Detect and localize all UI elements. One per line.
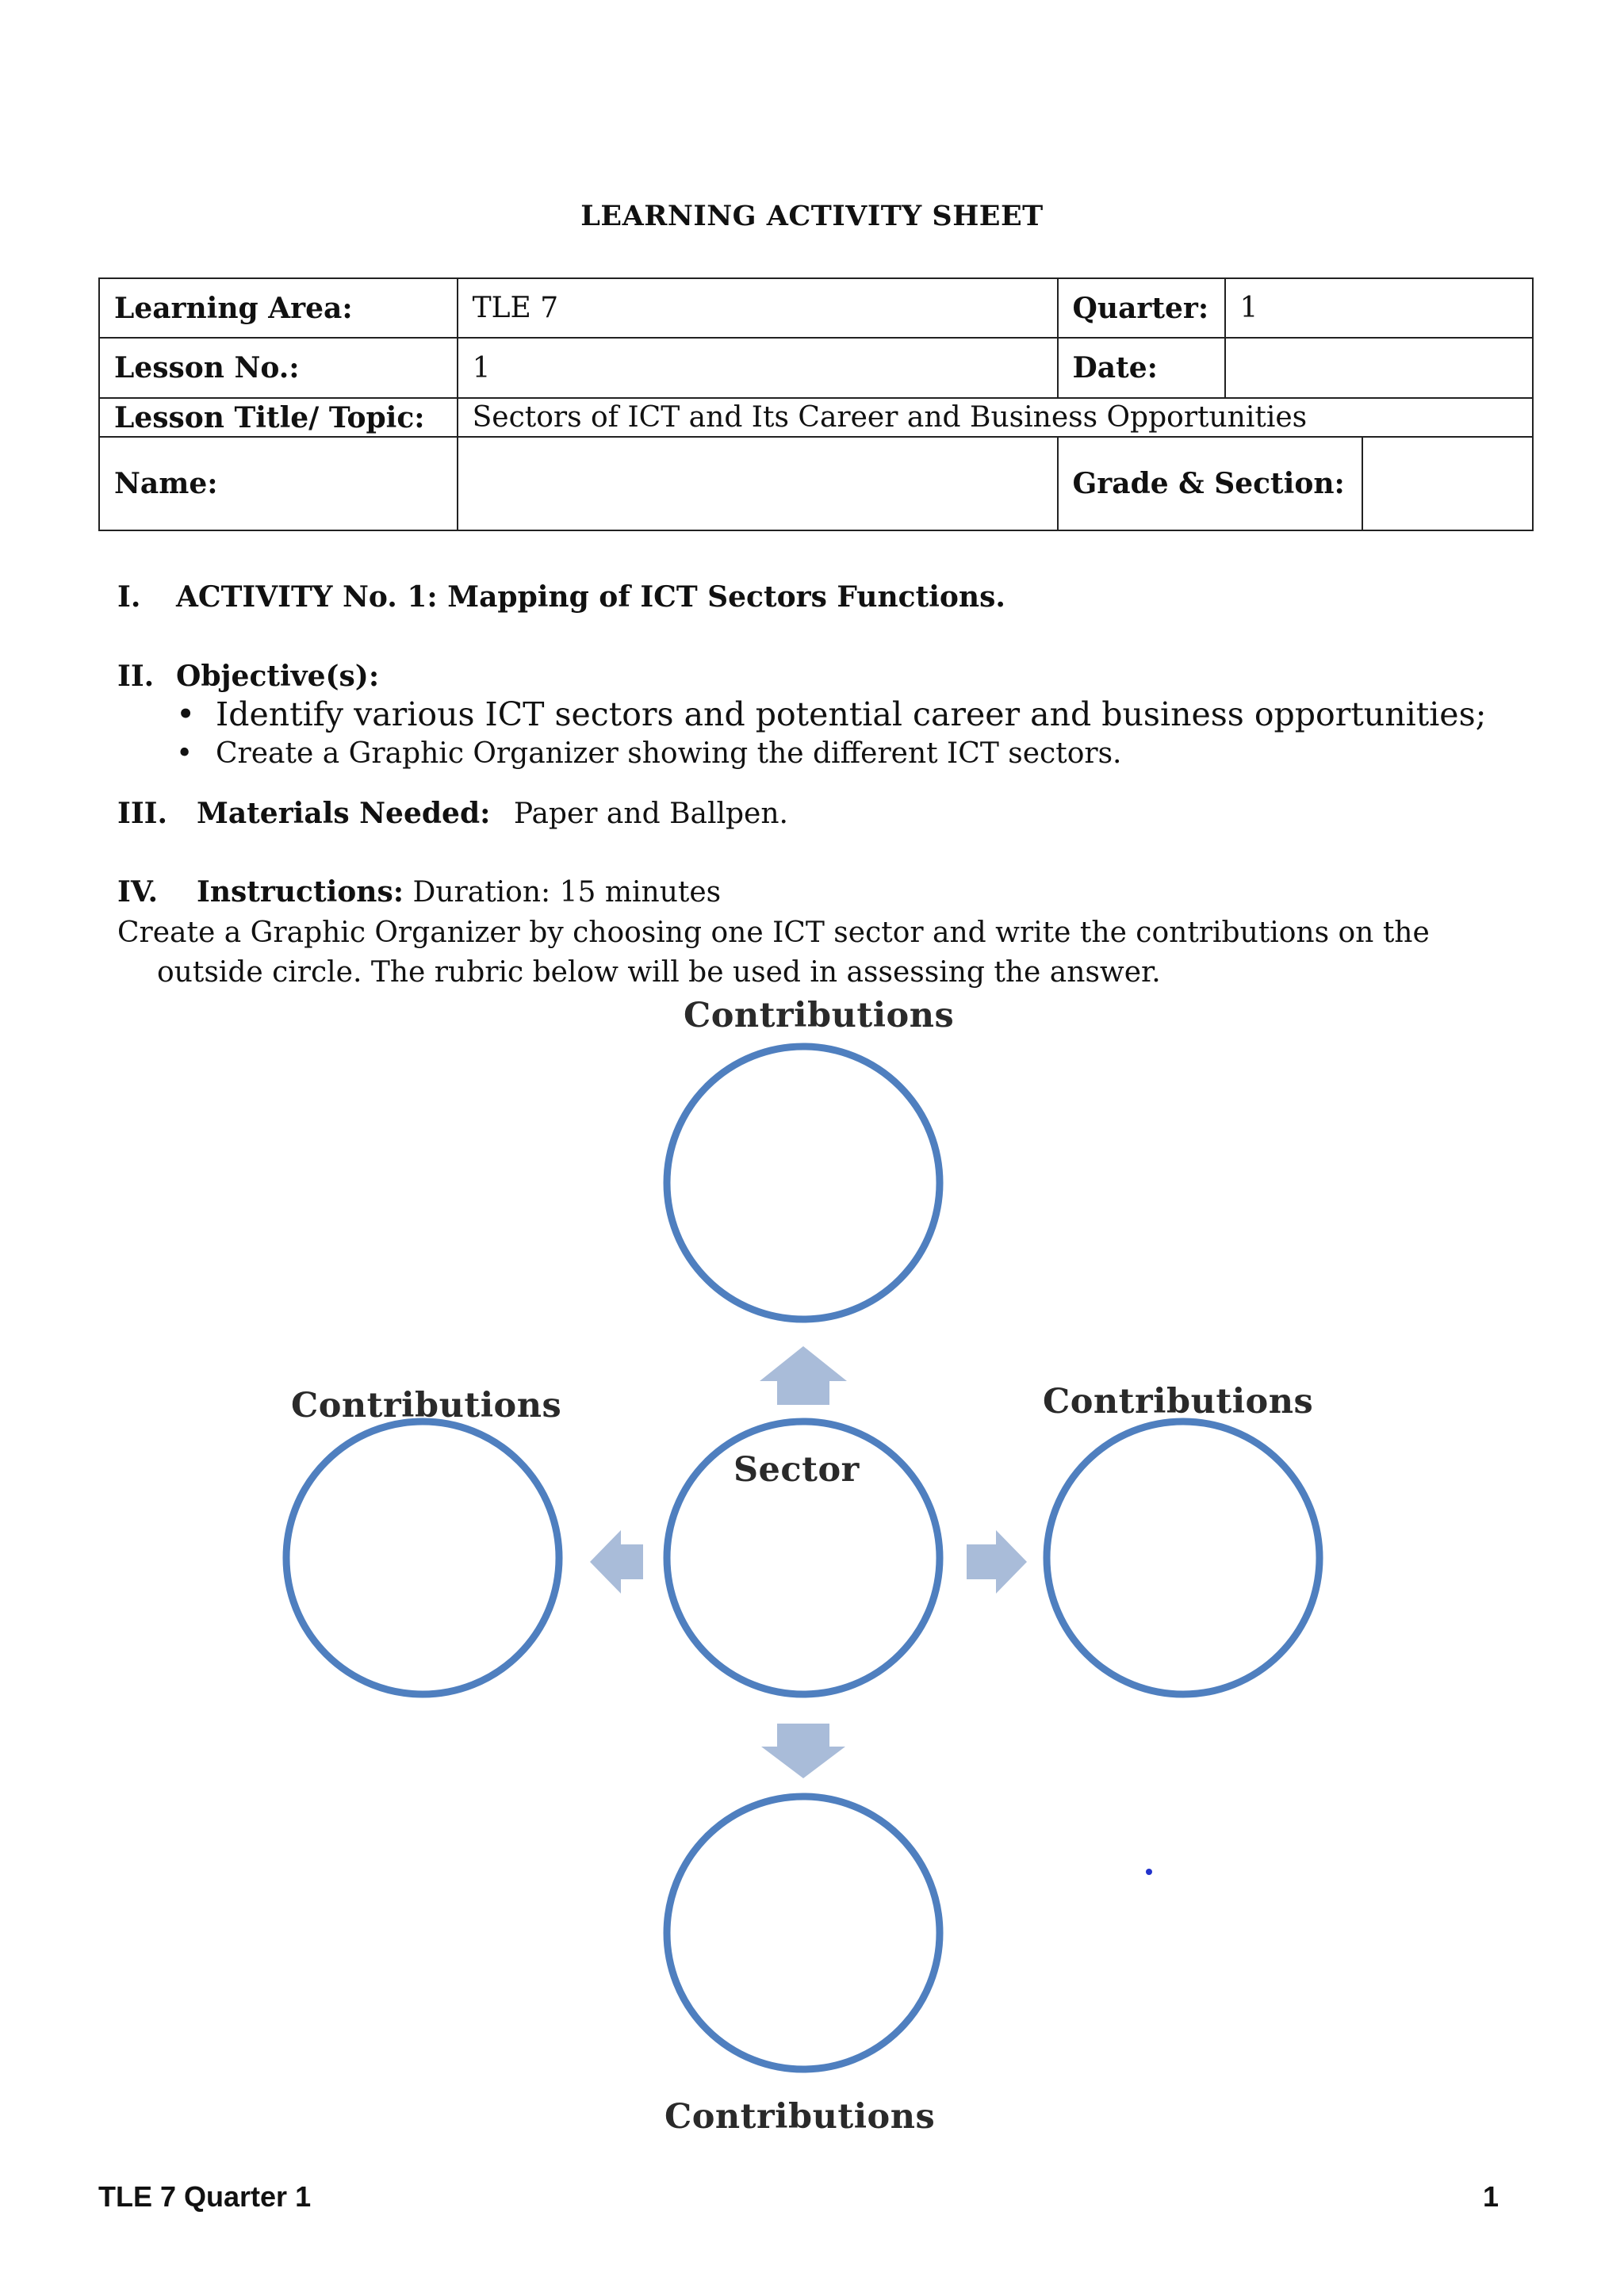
left-contributions-label: Contributions <box>291 1386 562 1425</box>
materials-section <box>117 797 788 830</box>
learning-area-label: Learning Area: <box>99 278 458 338</box>
right-contributions-label: Contributions <box>1043 1382 1314 1422</box>
name-field[interactable] <box>458 437 1058 530</box>
sheet-title: LEARNING ACTIVITY SHEET <box>580 200 1044 232</box>
date-label: Date: <box>1058 338 1225 398</box>
lesson-title-label: Lesson Title/ Topic: <box>99 398 458 437</box>
bottom-contribution-circle <box>667 1797 940 2069</box>
name-label: Name: <box>99 437 458 530</box>
instructions-section <box>117 875 721 909</box>
top-contributions-label: Contributions <box>684 996 955 1035</box>
instructions-number: IV. <box>117 875 159 909</box>
sector-label: Sector <box>733 1450 860 1490</box>
objectives-number: II. <box>117 660 155 693</box>
arrow-right-icon <box>967 1530 1027 1594</box>
objective-text: Create a Graphic Organizer showing the different ICT sectors. <box>216 737 1122 770</box>
arrow-down-icon <box>761 1724 845 1778</box>
materials-text: Paper and Ballpen. <box>513 798 788 830</box>
bullet-icon: • <box>176 737 193 770</box>
objectives-heading: Objective(s): <box>176 660 380 693</box>
materials-number: III. <box>117 797 168 830</box>
lesson-title-value: Sectors of ICT and Its Career and Business Opportunities <box>458 398 1533 437</box>
activity-section <box>117 580 1005 614</box>
instructions-line-2: outside circle. The rubric below will be used in assessing the answer. <box>157 956 1161 989</box>
date-field[interactable] <box>1225 338 1533 398</box>
instructions-duration: Duration: 15 minutes <box>412 876 722 909</box>
quarter-label: Quarter: <box>1058 278 1225 338</box>
quarter-value: 1 <box>1225 278 1533 338</box>
grade-section-label: Grade & Section: <box>1058 437 1363 530</box>
bullet-icon: • <box>176 695 196 733</box>
activity-heading: ACTIVITY No. 1: Mapping of ICT Sectors Functions. <box>176 580 1005 614</box>
objective-item <box>176 695 1486 733</box>
lesson-no-label: Lesson No.: <box>99 338 458 398</box>
graphic-organizer <box>0 991 1624 2141</box>
objectives-section <box>117 660 379 693</box>
arrow-left-icon <box>590 1530 643 1594</box>
right-contribution-circle <box>1047 1422 1320 1694</box>
activity-number: I. <box>117 580 141 614</box>
info-table <box>98 277 1534 531</box>
instructions-line-1: Create a Graphic Organizer by choosing one ICT sector and write the contributions on the <box>117 916 1430 949</box>
instructions-heading: Instructions: <box>197 875 404 909</box>
objective-text: Identify various ICT sectors and potential career and business opportunities; <box>216 695 1487 733</box>
lesson-no-value: 1 <box>458 338 1058 398</box>
grade-section-field[interactable] <box>1362 437 1533 530</box>
bottom-contributions-label: Contributions <box>665 2097 936 2137</box>
stray-dot <box>1146 1869 1152 1875</box>
footer-title: TLE 7 Quarter 1 <box>98 2180 312 2213</box>
learning-area-value: TLE 7 <box>458 278 1058 338</box>
materials-heading: Materials Needed: <box>197 797 491 830</box>
arrow-up-icon <box>760 1346 847 1405</box>
top-contribution-circle <box>667 1047 940 1319</box>
page-number: 1 <box>1483 2180 1500 2213</box>
objective-item <box>176 737 1122 770</box>
left-contribution-circle <box>286 1422 559 1694</box>
